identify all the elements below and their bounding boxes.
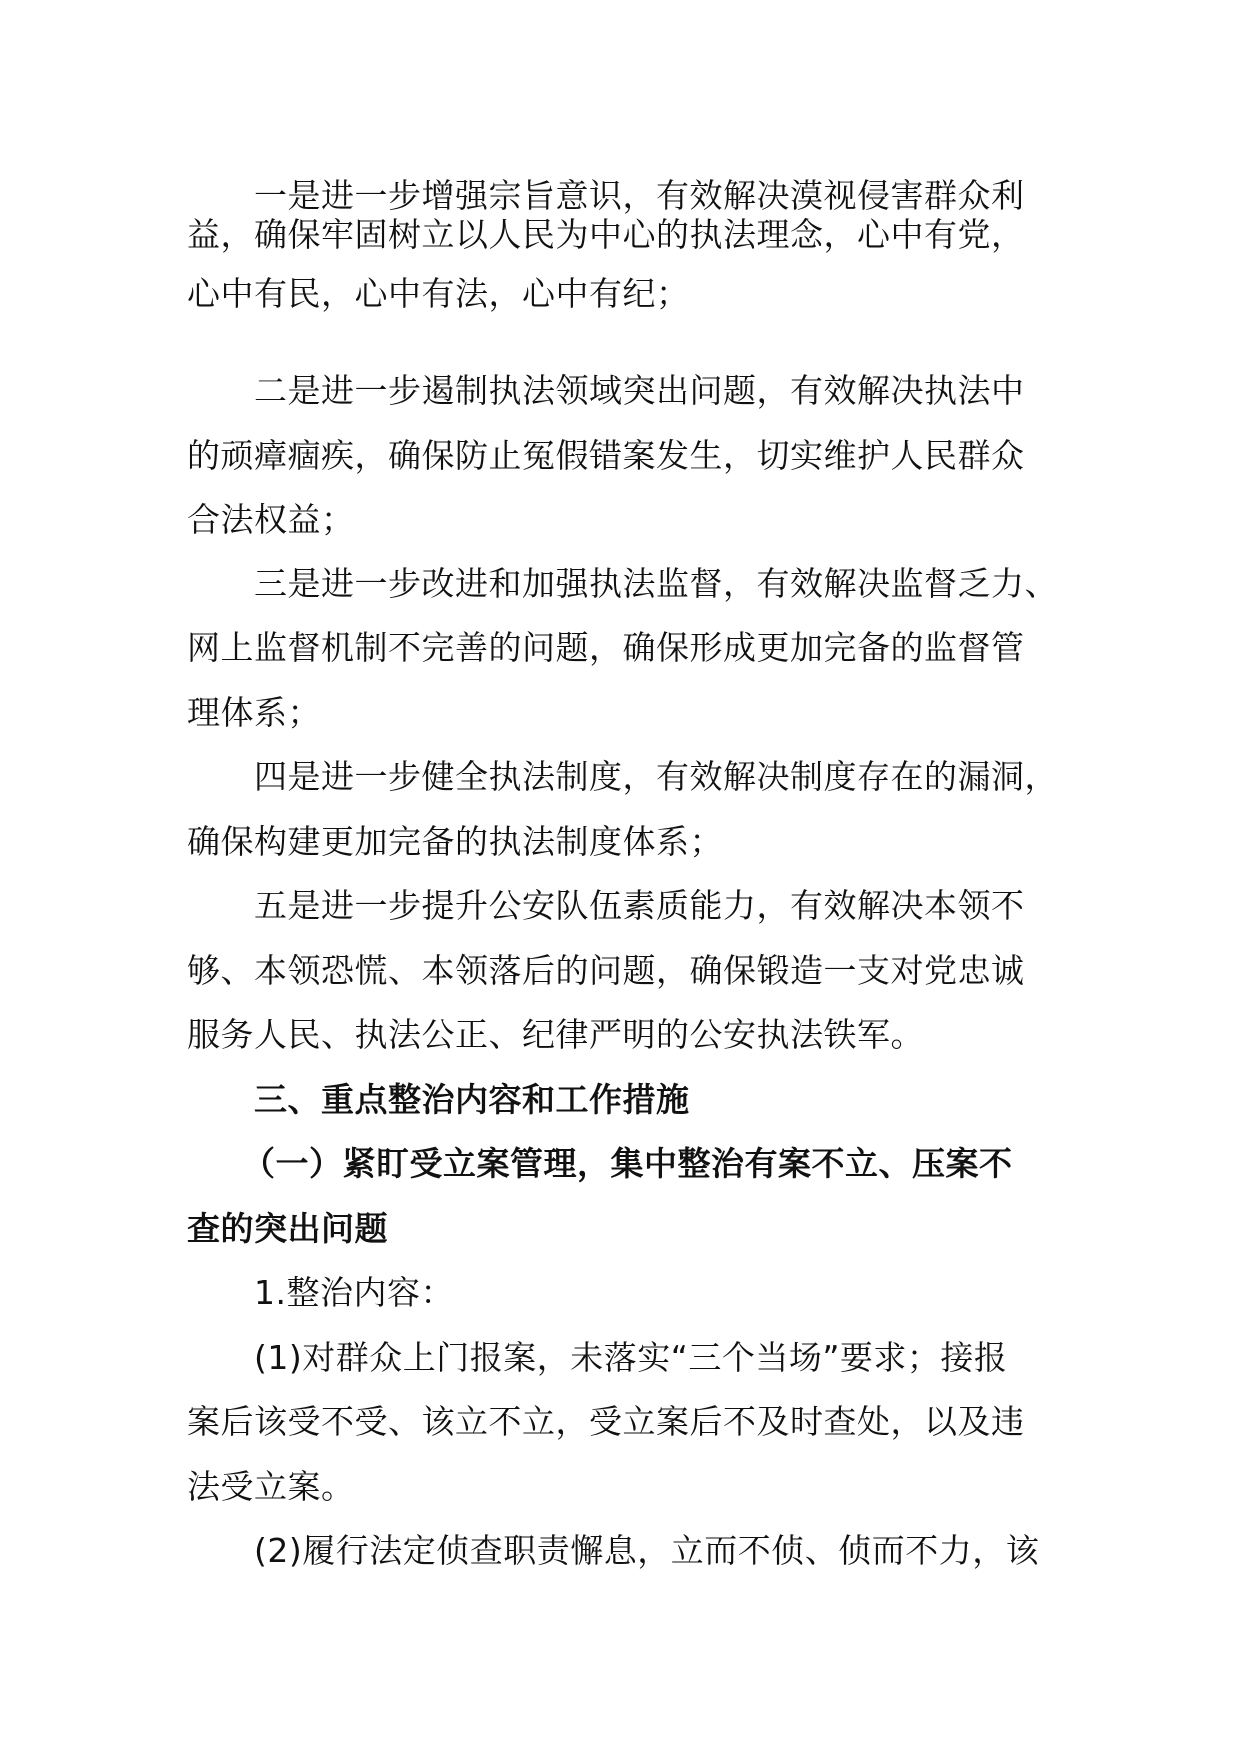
paragraph-line: 网上监督机制不完善的问题，确保形成更加完备的监督管 [187, 628, 1025, 667]
paragraph-line: 理体系； [187, 693, 321, 732]
subsection-heading: 查的突出问题 [187, 1209, 388, 1248]
paragraph-line: (1)对群众上门报案，未落实“三个当场”要求；接报 [254, 1338, 1008, 1377]
paragraph-line: 合法权益； [187, 500, 355, 539]
paragraph-line: 益，确保牢固树立以人民为中心的执法理念，心中有党， [187, 215, 1025, 254]
paragraph-line: 四是进一步健全执法制度，有效解决制度存在的漏洞， [254, 757, 1058, 796]
paragraph-line: 的顽瘴痼疾，确保防止冤假错案发生，切实维护人民群众 [187, 436, 1025, 475]
paragraph-line: 够、本领恐慌、本领落后的问题，确保锻造一支对党忠诚 [187, 951, 1025, 990]
subsection-heading: （一）紧盯受立案管理，集中整治有案不立、压案不 [242, 1144, 1013, 1183]
paragraph-line: 确保构建更加完备的执法制度体系； [187, 822, 723, 861]
paragraph-line: 三是进一步改进和加强执法监督，有效解决监督乏力、 [254, 564, 1058, 603]
section-heading: 三、重点整治内容和工作措施 [254, 1080, 690, 1119]
paragraph-line: 二是进一步遏制执法领域突出问题，有效解决执法中 [254, 371, 1025, 410]
paragraph-line: 法受立案。 [187, 1467, 355, 1506]
paragraph-line: 一是进一步增强宗旨意识，有效解决漠视侵害群众利 [254, 176, 1025, 215]
paragraph-line: 心中有民，心中有法，心中有纪； [187, 274, 690, 313]
paragraph-line: 案后该受不受、该立不立，受立案后不及时查处，以及违 [187, 1402, 1025, 1441]
item-heading: 1.整治内容： [254, 1273, 454, 1312]
paragraph-line: 服务人民、执法公正、纪律严明的公安执法铁军。 [187, 1015, 924, 1054]
paragraph-line: (2)履行法定侦查职责懈息，立而不侦、侦而不力，该 [254, 1531, 1040, 1570]
paragraph-line: 五是进一步提升公安队伍素质能力，有效解决本领不 [254, 886, 1025, 925]
